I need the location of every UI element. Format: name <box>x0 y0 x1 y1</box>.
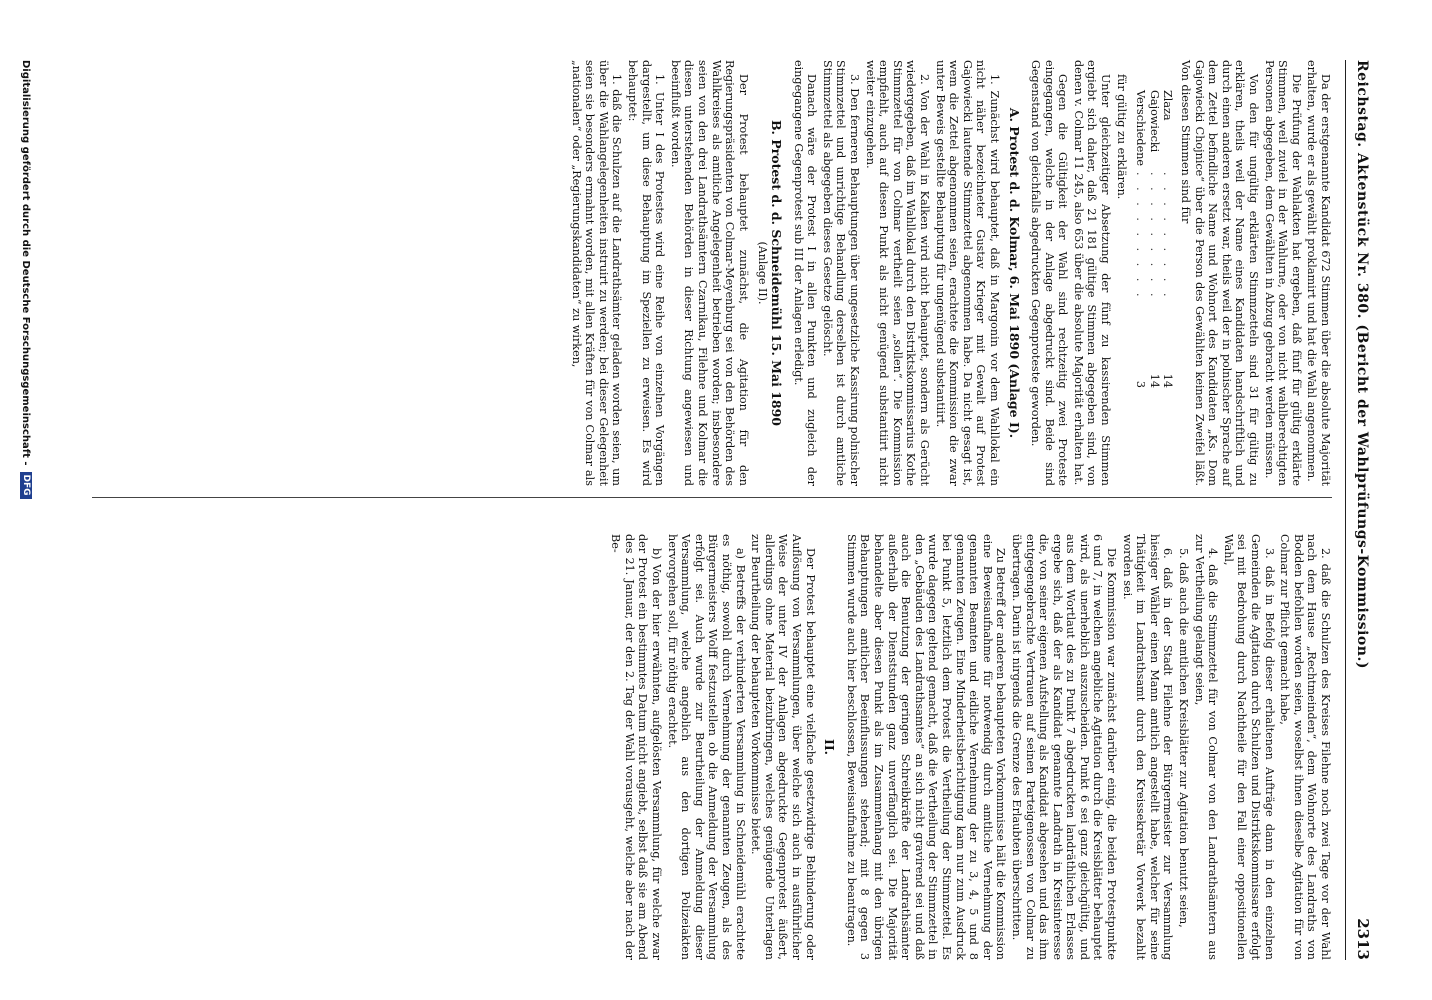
table-row <box>1161 90 1175 394</box>
vote-count: 14 <box>1147 373 1161 389</box>
section-heading-a: A. Protest d. d. Kolmar, 6. Mai 1890 (Anlage I). <box>1006 107 1022 439</box>
section-heading-ii: II. <box>822 738 838 756</box>
table-row <box>1147 90 1161 394</box>
vote-name: Zlaza <box>1161 90 1175 121</box>
paragraph: Der Protest behauptet zunächst, die Agitation für den Regierungspräsidenten von Colmar-Meyenburg sei von den Behörden des Wahlkreises als amtliche Angelegenheit betrieben worden; insbesondere seien von den drei Landrathsämtern Czarnikau, Filehne und Kolmar die diesen unterstehenden Behörden in dieser Richtung angewiesen und beeinflußt worden. <box>668 60 750 486</box>
paragraph: Die Kommission war zunächst darüber einig, die beiden Protestpunkte 6 und 7, in welchen angebliche Agitation durch die Kreisblätter behauptet wird, als unerheblich auszuscheiden. Punkt 6 sei ganz gleichgültig, und aus dem Wortlaut des zu Punkt 7 abgedruckten landräthlichen Erlasses ergebe sich, daß der als Kandidat genannte Landrath in Kreisinteresse die, von seiner eigenen Aufstellung als Kandidat abgesehen und das ihm entgegengebrachte Vertrauen auf seinen Parteigenossen von Colmar zu übertragen. Darin ist nirgends die Grenze des Erlaubten überschritten. <box>1009 534 1119 960</box>
vote-count: 14 <box>1161 373 1175 389</box>
paragraph: Danach wäre der Protest I in allen Punkten und zugleich der eingegangene Gegenprotest sub III der Anlagen erledigt. <box>791 60 819 486</box>
paragraph: für gültig zu erklären. <box>1114 74 1128 200</box>
paragraph: Die Prüfung der Wahlakten hat ergeben, daß fünf für gültig erklärte Stimmen, weil zuviel in der Wahlurne, oder von nicht wahlberechtigten Personen abgegeben, dem Gewählten in Abzug gebracht werden müssen. <box>1262 60 1303 486</box>
left-column <box>567 60 1332 486</box>
vote-count: 3 <box>1134 380 1148 389</box>
list-item: 3. daß in Befolg dieser erhaltenen Aufträge dann in den einzelnen Gemeinden die Agitation durch Schulzen und Distriktskommissare erfolgt sei mit Bedrohung durch Nachtheile für den Fall einer oppositionellen Wahl, <box>1221 534 1276 960</box>
vote-name: Verschiedene <box>1134 90 1148 167</box>
paragraph: 3. Den ferneren Behauptungen über ungesetzliche Kassirung polnischer Stimmzettel und unrichtige Behandlung derselben ist durch amtliche Stimmzettel als abgegeben dieses Gesetze gelöscht. <box>820 60 861 486</box>
paragraph: 2. Von der Wahl in Kalken wird nicht behauptet, sondern als Gerücht wiedergegeben, daß im Wahllokal durch den Distriktskommissarius Kothe Stimmzettel für von Colmar vertheilt seien „sollen“. Die Kommission empfiehlt, auch auf diesen Punkt als nicht genügend substantiirt nicht weiter einzugehen. <box>863 60 931 486</box>
paragraph: 1. Zunächst wird behauptet, daß in Margonin vor dem Wahllokal ein nicht näher bezeichneter Gustav Krieger mit Gewalt auf Protest Gajowiecki lautende Stimmzettel abgenommen habe. Da nicht gesagt ist, wem die Zettel abgenommen seien, erachtete die Kommission die zwar unter Beweis gestellte Behauptung für ungenügend substantiirt. <box>933 60 1001 486</box>
paragraph: b) Von der hier erwähnten, aufgelösten Versammlung, für welche zwar der Protest ein bestimmtes Datum nicht angiebt, selbst daß sie am Abend des 21. Januar, der den 2. Tag der Wahl vorausgeht, welche aber nach der Be- <box>609 534 664 960</box>
digitization-credit <box>20 60 32 960</box>
paragraph: Unter gleichzeitiger Absetzung der fünf zu kassirenden Stimmen ergiebt sich daher, daß 21 181 gültige Stimmen abgegeben sind, von denen v. Colmar 11 245, also 653 über die absolute Majorität erhalten hat. <box>1071 60 1113 486</box>
list-item: 5. daß auch die amtlichen Kreisblätter zur Agitation benutzt seien, <box>1177 548 1191 928</box>
header-reference: Reichstag. Aktenstück Nr. 380. (Bericht der Wahlprüfungs-Kommission.) <box>1354 60 1370 669</box>
column-divider <box>92 497 1332 498</box>
list-item: 6. daß in der Stadt Filehne der Bürgermeister zur Versammlung hiesiger Wähler einen Mann amtlich angestellt habe, welcher für seine Thätigkeit im Landrathsamt durch den Kreissekretär Vorwerk bezahlt worden sei. <box>1120 534 1175 960</box>
page-number: 2313 <box>1354 918 1372 960</box>
list-item: 2. daß die Schulzen des Kreises Filehne noch zwei Tage vor der Wahl nach dem Hause „Rechtmeinden“, dem Wohnorte des Landraths von Bodden befohlen worden seien, woselbst ihnen dieselbe Agitation für von Colmar zur Pflicht gemacht habe, <box>1278 534 1332 960</box>
paragraph: Gegen die Gültigkeit der Wahl sind rechtzeitig zwei Proteste eingegangen, welche in der Anlage abgedruckt sind. Beide sind Gegenstand von gleichfalls abgedruckten Gegenproteste geworden. <box>1029 60 1070 486</box>
table-row <box>1134 90 1148 394</box>
right-column <box>607 534 1332 960</box>
section-heading-b <box>756 60 783 486</box>
credit-text: Digitalisierung gefördert durch die Deutsche Forschungsgemeinschaft - <box>20 60 32 466</box>
section-heading-b-title: B. Protest d. d. Schneidemühl 15. Mai 1890 <box>769 119 785 426</box>
paragraph: 1. Unter I des Protestes wird eine Reihe von einzelnen Vorgängen dargestellt, um diese Behauptung im Speziellen zu erweisen. Es wird behauptet: <box>626 60 667 486</box>
paragraph: Da der erstgenannte Kandidat 672 Stimmen über die absolute Majorität erhalten, wurde er als gewählt proklamirt und hat die Wahl angenommen. <box>1305 60 1332 486</box>
vote-name: Gajowiecki <box>1147 90 1161 153</box>
page-header <box>1345 60 1372 960</box>
leader-dots: . . . . . . . . . <box>1134 172 1148 301</box>
leader-dots: . . . . . . . . . <box>1161 172 1175 301</box>
paragraph: Der Protest behauptet eine vielfache gesetzwidrige Behinderung oder Auflösung von Versammlungen, über welche sich auch in ausführlicher Weise der unter IV der Anlagen abgedruckte Gegenprotest äußert, allerdings ohne Material beizubringen, welches genügende Unterlagen zur Beurtheilung der behaupteten Vorkommnisse bietet. <box>749 534 817 960</box>
paragraph: Zu Betreff der anderen behaupteten Vorkommnisse hält die Kommission eine Beweisaufnahme für notwendig durch amtliche Vernehmung der genannten Beamten und eidliche Vernehmung der zu 3, 4, 5 und 8 genannten Zeugen. Eine Minderheitsberichtigung kam nur zum Ausdruck bei Punkt 5, letztlich dem Protest die Vertheilung der Stimmzettel. Es wurde dagegen geltend gemacht, daß die Vertheilung der Stimmzettel in den „Gebäuden des Landrathsamtes“ an sich nicht gravirend sei und daß auch die Benutzung der geringen Schreibkräfte der Landrathsämter außerhalb der Dienststunden ganz unverfänglich sei. Die Majorität behandelte aber diesen Punkt als im Zusammenhang mit den übrigen Behauptungen amtlicher Beeinflussungen stehend; mit 8 gegen 3 Stimmen wurde auch hier beschlossen, Beweisaufnahme zu beantragen. <box>844 534 1008 960</box>
paragraph: 1. daß die Schulzen auf die Landrathsämter geladen worden seien, um über die Wahlangelegenheiten instruirt zu werden; bei dieser Gelegenheit seien sie besonders ermahnt worden, mit allen Kräften für von Colmar als „nationalen“ oder „Regierungskandidaten“ zu wirken, <box>569 60 624 486</box>
dfg-logo: DFG <box>20 472 32 499</box>
list-item: 4. daß die Stimmzettel für von Colmar von den Landrathsämtern aus zur Vertheilung gelangt seien, <box>1192 534 1220 960</box>
paragraph: a) Betreffs der verhinderten Versammlung in Schneidemühl erachtete es nöthig, sowohl durch Vernehmung der genannten Zeugen, als des Bürgermeisters Wolff festzustellen ob die Anmeldung der Versammlung erfolgt sei. Auch wurde zur Beurtheilung der Anmeldung dieser Versammlung, welche angeblich aus den dortigen Polizeiakten hervorgehen soll, für nöthig erachtet. <box>665 534 747 960</box>
section-heading-b-sub: (Anlage II). <box>756 241 770 305</box>
votes-table <box>1134 90 1175 394</box>
leader-dots: . . . . . . . . . <box>1147 172 1161 301</box>
paragraph: Von den für ungültig erklärten Stimmzetteln sind 31 für gültig zu erklären, theils weil der Name eines Kandidaten handschriftlich und durch einen anderen ersetzt war, theils weil der in polnischer Sprache auf dem Zettel befindliche Name und Wohnort des Kandidaten „Ks. Dom Gajowiecki Chojnice“ über die Person des Gewählten keinen Zweifel läßt. Von diesen Stimmen sind für <box>1179 60 1261 486</box>
